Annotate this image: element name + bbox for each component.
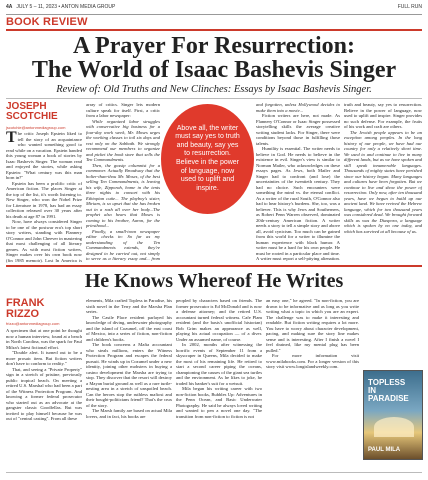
review2-paragraph: A specimen that at one point he thought now a human interview, found at a beach in North Carolina, was the spark for Paul Milza's latest fictional effort.: [6, 328, 82, 350]
book-cover-image: [363, 370, 423, 460]
review2-byline: [6, 298, 45, 320]
review1-column-2: [86, 102, 160, 263]
review1-subhead: Review of: Old Truths and New Clinches: Essays by Isaac Bashevis Singer.: [56, 84, 372, 95]
footer-divider: [6, 472, 422, 473]
review2-headline: He Knows Whereof He Writes: [84, 270, 344, 292]
date-line: JULY 5 – 11, 2023 • ANTON MEDIA GROUP: [16, 4, 116, 10]
section-label: BOOK REVIEW: [6, 16, 88, 28]
header-divider: [6, 14, 422, 15]
review1-paragraph: While organized labor struggles with conservative big business for a four-day work week, Mr. Moses urges the working classes to toil six days and rest only on the Sabbath. We strongly recommend our members to organize and picket the book store that sells the Ten Commandments.: [86, 118, 160, 162]
review2-column-4: [266, 298, 359, 470]
review1-paragraph: Humility is essential. The writer needs to believe in God. He needs to believe in the existence in evil. Singer's view is similar to Norman Mailer, who acknowledges on these essays pages. As Jews, both Mailer and Singer had to confront (and lose) the uncertainties of the twentieth century. They had no choice. Such encounters were something the mind vs. the eternal conflict. As a writer of the rural South, O'Connor also had to hear history's burdens. She, too, was a believer. This is why Jews and Southerners, as Robert Penn Warren observed, dominated 20th-century American fiction. A writer needs a story to tell a simple story and above all, avoid cynicism. Too much can be gained from this world for a writer to illumine the human experience with black humor. A writer must be a hard for his own people. He must be rooted in a particular place and time. A writer must report a self-pitying alienation.: [256, 146, 340, 261]
article-divider: [6, 265, 422, 267]
page-header: [0, 0, 428, 14]
review1-paragraph: The Jewish people appears to be an exception among peoples. In the long history of our people, we have had our country for only a relatively short time. We used to and continue to live in many different lands, but as we have spoken and still speak innumerable languages. Thousands of mighty states have perished since our history began. Many languages and cultures have been forgotten. But we continue to live and show the power of resurrection. Only now, after ten thousand years, have we begun to build up our ancient land. We have revived the Hebrew language, which for two thousand years was considered dead. We brought forward skills as was the Diaspora, a language which is spoken by no one today, and which has survived at all because of us.: [344, 129, 422, 234]
subhead-divider: [6, 98, 422, 99]
book-cover-title: [368, 379, 420, 403]
review2-paragraph: For more information visit www.milabooks.com. For a longer version of this story visit www.longislandweekly.com.: [266, 353, 359, 369]
review1-paragraph: Epstein has been a prolific critic of American fiction. The places Singer at the top of the list, it's worth listening to. New Singer, who won the Nobel Prize for Literature in 1978, has had an essay collection released over 30 years after his death at age 87 in 1991.: [6, 180, 82, 219]
drop-cap: T: [6, 131, 17, 146]
review1-headline: [0, 34, 428, 82]
review1-byline: [6, 102, 96, 122]
review2-paragraph: The book concerns a Mafia accountant who steals millions, enters the Witness Protection Program and escapes the federal pursuit. He winds up in Cozumel under a new identity, joining other mobsters in buying a casino development the Marsha are trying to stop. They discover that the resort will destroy a Mayan burial ground as well as a rare turtle-nesting area in a stretch of unspoiled beach. Can the heroes stop the ruthless mafiosi and their bought-politicians friend? That's the crux of the story.: [86, 342, 172, 408]
book-cover-author: PAUL MILA: [368, 447, 401, 453]
review1-headline-line2: The World of Isaac Bashevis Singer: [31, 57, 397, 83]
review2-author-last: RIZZO: [6, 308, 39, 320]
review1-paragraph: Then, the gossip columnist for a commoner. Actually Broadway that the holier-than-thou Mr. Moses, of the best selling Ten Commandments, is leaving his wife, Zipporah, home in the tents three nights to consort with his Ethiopian cutie... The playboy's sister, Miriam, is so upset that she has broken out in a rash all over her body...The prophet also hears that Moses is coming to his brother, Aaron, for the priesthood...: [86, 162, 160, 228]
review2-paragraph: Mila began his writing career with two non-fiction books, Bubbles Up: Adventures in the Penn Ocean, and Basic Underwater Photography. He said he always loved writing and wanted to pen a novel one day. "The transition from non-fiction to fiction is not: [176, 386, 262, 419]
review1-column-1: [6, 131, 82, 263]
review1-column-3: [256, 102, 340, 263]
review1-paragraph: Finally, a small-town newspaper editor checks in: So far as my understanding of the Ten Commandments extends, they're designed to be carried out, not simply to serve as a literary essay and... from: [86, 228, 160, 261]
review2-paragraph: The Marsh family are based on actual Mila lovers, and in fact, his books are: [86, 408, 172, 419]
review2-paragraph: peopled by characters based on friends. The former prosecutor is Ed McDonald and is now a defense attorney; and the retired U.S. accountant turned federal witness. Cafe Plam resident (and the basis's unofficial historian) Bob Grim makes an appearance as well, playing his actual occupation — of a diver. Under an assumed name, of course.: [176, 298, 262, 342]
review2-paragraph: "Double alert. It turned out to be a more prosaic item. But fiction writers don't have to conform to reality.": [6, 350, 82, 366]
review1-author-email[interactable]: jscotchie@antonmediagroup.com: [6, 125, 66, 130]
review1-author-last: SCOTCHIE: [6, 111, 58, 122]
book-cover-art: [374, 417, 414, 437]
review1-paragraph: truth and beauty, say yes to resurrection. Believe in the power of language, now used to uplift and inspire. Singer provides no such defense. For example, the fruits of his work and craft are others.: [344, 102, 422, 129]
review1-paragraph: and forgotten, unless Hollywood decides to make them into a movie...: [256, 102, 340, 113]
review2-author-first: FRANK: [6, 297, 45, 309]
review2-paragraph: an easy one," he agreed. "In non-fiction, you are drawn to be informative and as long as you write writing what a topic in which you are an expert. The challenge was to make it interesting and readable. But fiction writing requires a lot more. You have to worry about character development, pacing, and making sure the story line makes sense and is interesting. After I finish a novel I feel drained, like my mental plug has been pulled.": [266, 298, 359, 353]
review1-author-first: JOSEPH: [6, 101, 47, 112]
review2-column-1: [6, 328, 82, 470]
review1-paragraph: Now, have always considered Singer to be one of the postwar era's top short story writers, standing with Flannery O'Connor and John Cheever in mastering that most challenging of all literary genres. As with most fiction writers, Singer makes over his own book now (fin 1985 memoir). Lost In America is: [6, 219, 82, 263]
review2-paragraph: In 2002, months after witnessing the horrific events of September 11 from a skyscraper in Queens, Mila decided to make the most of his remaining life. He retired to start a second career piping the oceans, championing the causes of the giant sea turtles and the environment. As he likes to joke, he traded his banker's suit for a wetsuit.: [176, 342, 262, 386]
review2-paragraph: The Castle Place resident parlayed his knowledge of diving, underwater photography and the island of Cozumel, off the east coast of Mexico, into a series of fiction, non-fiction and children's books.: [86, 314, 172, 342]
section-divider: [6, 29, 422, 31]
book-cover-title-line: PARADISE: [368, 394, 409, 403]
review2-column-3: [176, 298, 262, 470]
book-cover-title-line: IN: [368, 386, 376, 395]
run-label: FULL RUN: [397, 4, 422, 10]
review2-column-2: [86, 298, 172, 470]
review1-column-4: [344, 102, 422, 263]
review2-paragraph: That, and seeing a "Private Property" sign in a stretch of pristine, previously public tropical beach. On meeting a retired U.S. Marshal who had been a part of the Witness Protection Program. And knowing a former federal prosecutor who started out as an advocate at the gangster classic Goodfellas. But was invited to play himself because he was out of "central casting". From all these: [6, 366, 82, 421]
review1-pull-quote: Above all, the writer must say yes to truth and beauty, say yes to resurrection. Believe in the power of language, now used to uplift and inspire.: [161, 104, 254, 214]
book-cover-title-line: TOPLESS: [368, 378, 406, 387]
review2-paragraph: elements, Mila crafted Topless in Paradise, his sixth novel in the Terry and the Marsha Plan series.: [86, 298, 172, 314]
review1-paragraph: array of critics. Singer lets modern culture speak for itself. First, a critic from a labor newspaper:: [86, 102, 160, 118]
review1-headline-line1: A Prayer For Resurrection:: [73, 33, 355, 59]
review2-author-email[interactable]: frizzo@antonmediagroup.com: [6, 321, 60, 326]
review1-paragraph: The critic Joseph Epstein liked to tell the story of an acquaintance who wanted something good to read while on a vacation. Epstein handed this young woman a book of stories by Isaac Bashevis Singer. The woman read and enjoyed the stories, while asking Epstein: "What century was this man born in?": [6, 131, 82, 180]
review1-paragraph: Fiction writers are here, not made. As Flannery O'Connor or Isaac Singer possessed storytelling skills the average creative writing student lacks. For Singer, there were conditions beyond those in fulfilling those talents.: [256, 113, 340, 146]
page-number: 4A: [6, 4, 13, 10]
